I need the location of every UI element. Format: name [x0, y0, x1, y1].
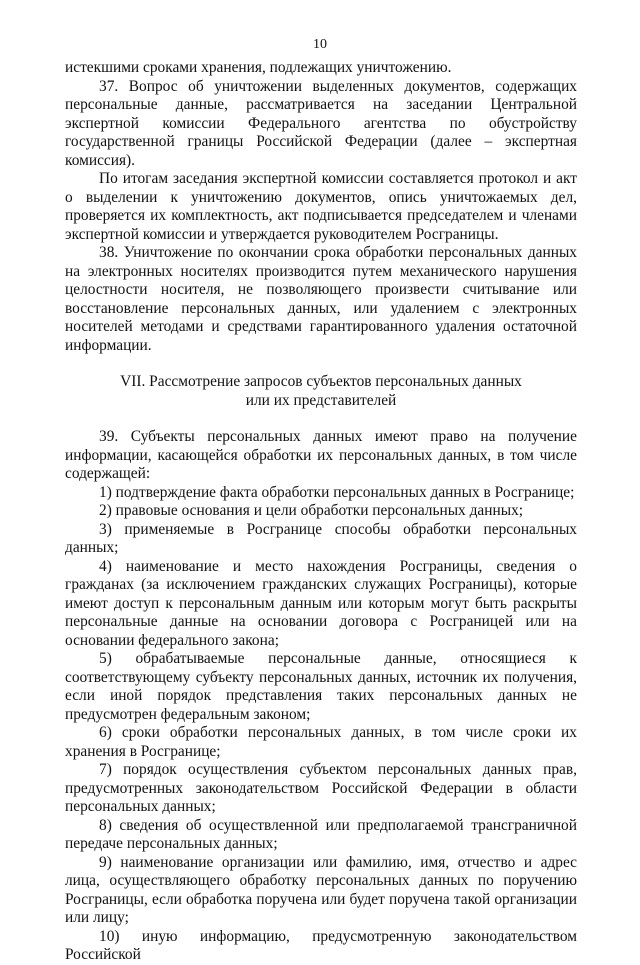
paragraph-38: 38. Уничтожение по окончании срока обработки персональных данных на электронных носителях производится путем механического нарушения целостности носителя, не позволяющего произвести считывание или восстановление персональных данных, или удалением с электронных носителей методами и средствами гарантированного удаления остаточной информации. [65, 244, 577, 354]
list-item-8: 8) сведения об осуществленной или предполагаемой трансграничной передаче персональных данных; [65, 816, 577, 852]
page-number: 10 [313, 37, 327, 52]
paragraph-37: 37. Вопрос об уничтожении выделенных документов, содержащих персональные данные, рассматривается на заседании Центральной экспертной комиссии Федерального агентства по обустройству государственной границы Российской Федерации (далее – экспертная комиссия). [65, 77, 577, 169]
paragraph-37-protocol: По итогам заседания экспертной комиссии составляется протокол и акт о выделении к уничтожению документов, опись уничтожаемых дел, проверяется их комплектность, акт подписывается председателем и членами экспертной комиссии и утверждается руководителем Росграницы. [65, 170, 577, 243]
paragraph-continuation: истекшими сроками хранения, подлежащих уничтожению. [65, 59, 452, 76]
document-body [65, 59, 577, 965]
list-item-4: 4) наименование и место нахождения Росграницы, сведения о гражданах (за исключением гражданских служащих Росграницы), которые имеют доступ к персональным данным или которым могут быть раскрыты персональные данные на основании договора с Росграницей или на основании федерального закона; [65, 557, 577, 649]
list-item-9: 9) наименование организации или фамилию, имя, отчество и адрес лица, осуществляющего обработку персональных данных по поручению Росграницы, если обработка поручена или будет поручена такой организации или лицу; [65, 853, 577, 926]
paragraph-39: 39. Субъекты персональных данных имеют право на получение информации, касающейся обработки их персональных данных, в том числе содержащей: [65, 428, 577, 482]
list-item-6: 6) сроки обработки персональных данных, в том числе сроки их хранения в Росгранице; [65, 724, 577, 760]
list-item-5: 5) обрабатываемые персональные данные, относящиеся к соответствующему субъекту персональных данных, источник их получения, если иной порядок представления таких персональных данных не предусмотрен федеральным законом; [65, 650, 577, 723]
list-item-7: 7) порядок осуществления субъектом персональных данных прав, предусмотренных законодательством Российской Федерации в области персональных данных; [65, 761, 577, 815]
list-item-1: 1) подтверждение факта обработки персональных данных в Росгранице; [99, 483, 575, 501]
section-heading-line-1: VII. Рассмотрение запросов субъектов персональных данных [120, 373, 522, 390]
list-item-2: 2) правовые основания и цели обработки персональных данных; [99, 502, 524, 519]
spacer [65, 410, 577, 428]
section-heading-line-2: или их представителей [245, 391, 397, 409]
list-item-10: 10) иную информацию, предусмотренную законодательством Российской [65, 927, 577, 963]
spacer [65, 355, 577, 373]
section-heading [65, 373, 577, 410]
list-item-3: 3) применяемые в Росгранице способы обработки персональных данных; [65, 520, 577, 556]
